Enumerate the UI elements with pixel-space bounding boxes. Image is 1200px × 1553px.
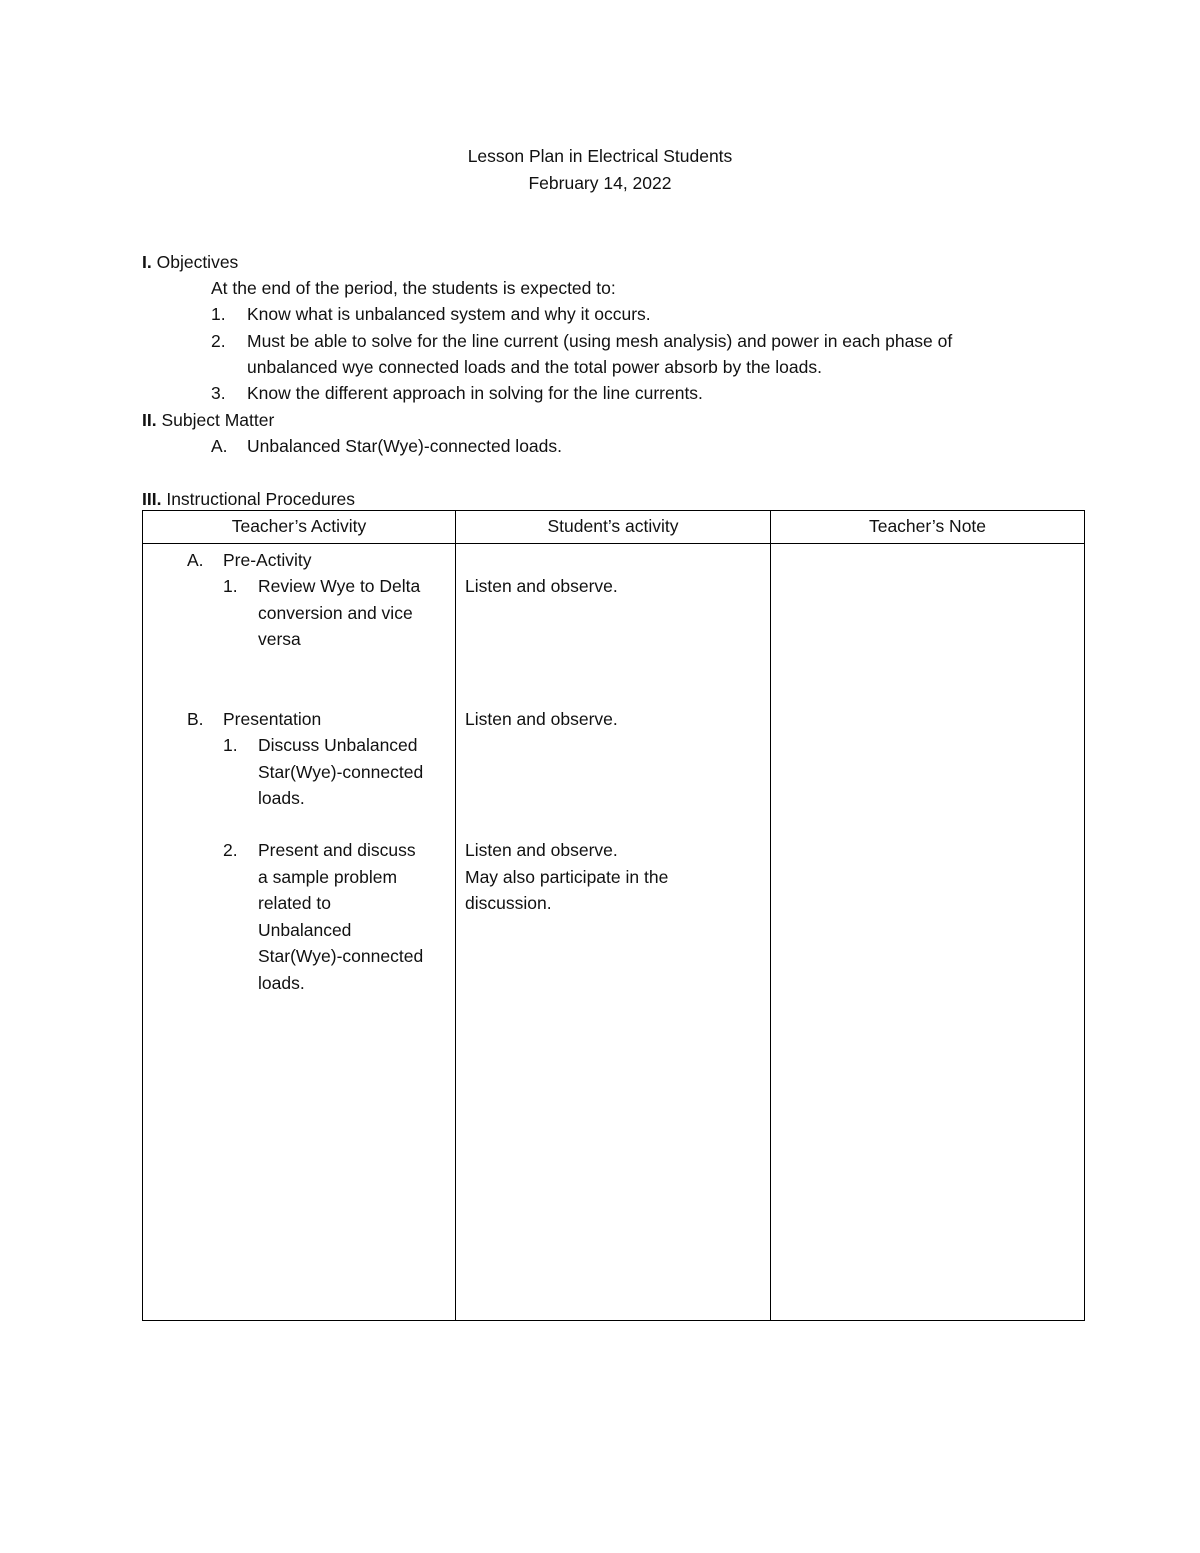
section-label: Pre-Activity: [223, 550, 312, 570]
procedures-numeral: III.: [142, 489, 162, 509]
activity-a1-line: versa: [258, 629, 301, 649]
subject-matter-heading: [142, 407, 274, 434]
objective-text: Know what is unbalanced system and why it occurs.: [247, 304, 651, 324]
activity-a1-text: [258, 573, 420, 653]
activity-b1-number: 1.: [223, 735, 238, 755]
activity-b1-line: Star(Wye)-connected: [258, 761, 424, 782]
procedures-table: [142, 510, 1085, 1321]
activity-a1-line: Review Wye to Delta: [258, 576, 421, 596]
objective-number: 3.: [211, 383, 226, 403]
column-header-teacher-activity: Teacher’s Activity: [143, 511, 456, 544]
activity-b1-line: loads.: [258, 788, 305, 808]
activity-b2-line: loads.: [258, 972, 305, 993]
activity-b2-line: Star(Wye)-connected: [258, 946, 424, 966]
student-activity-cell: [456, 544, 771, 1321]
student-response-3-line: Listen and observe.: [465, 840, 618, 860]
activity-b2-line: a sample problem: [258, 866, 398, 887]
activity-b2-number: 2.: [223, 840, 238, 860]
student-response-3-line: May also participate in the: [465, 866, 669, 887]
section-letter: A.: [187, 550, 204, 570]
objective-number: 1.: [211, 304, 226, 324]
student-response-2: Listen and observe.: [465, 709, 618, 729]
student-response-1: Listen and observe.: [465, 576, 618, 596]
objectives-heading: [142, 249, 238, 276]
column-header-teacher-note: Teacher’s Note: [771, 511, 1085, 544]
objective-text: Know the different approach in solving for the line currents.: [247, 383, 703, 403]
table-header-row: [143, 511, 1085, 544]
activity-a1-number: 1.: [223, 576, 238, 596]
objectives-heading-text: Objectives: [156, 252, 239, 272]
activity-b1-line: Discuss Unbalanced: [258, 735, 418, 755]
activity-b2-line: related to: [258, 893, 331, 913]
activity-b2-text: [258, 837, 423, 996]
section-pre-activity: [187, 547, 311, 574]
section-presentation: [187, 706, 321, 733]
procedures-heading: [142, 486, 355, 513]
subject-matter-letter: A.: [211, 436, 228, 456]
objective-item-3: [211, 380, 703, 407]
document-title: Lesson Plan in Electrical Students: [467, 146, 733, 166]
objective-number: 2.: [211, 331, 226, 351]
objective-item-2: [211, 328, 952, 355]
activity-a1-line: conversion and vice: [258, 602, 413, 623]
teacher-note-cell: [771, 544, 1085, 1321]
section-letter: B.: [187, 709, 204, 729]
subject-matter-text: Unbalanced Star(Wye)-connected loads.: [247, 436, 563, 456]
subject-matter-numeral: II.: [142, 410, 157, 430]
activity-b2-line: Present and discuss: [258, 840, 416, 860]
column-header-student-activity: Student’s activity: [456, 511, 771, 544]
activity-b1-text: [258, 732, 423, 812]
objectives-numeral: I.: [142, 252, 152, 272]
document-date: February 14, 2022: [528, 173, 672, 193]
objective-item-1: [211, 301, 651, 328]
teacher-activity-cell: [143, 544, 456, 1321]
subject-matter-item: [211, 433, 562, 460]
table-body-row: [143, 544, 1085, 1321]
activity-b2-line: Unbalanced: [258, 919, 352, 940]
objective-text-line-2: unbalanced wye connected loads and the total power absorb by the loads.: [247, 357, 822, 377]
objective-text-line-1: Must be able to solve for the line current (using mesh analysis) and power in each phase of: [247, 331, 953, 351]
student-response-3: [465, 837, 668, 917]
subject-matter-heading-text: Subject Matter: [161, 410, 275, 430]
objectives-intro: At the end of the period, the students is expected to:: [211, 278, 616, 298]
section-label: Presentation: [223, 709, 322, 729]
student-response-3-line: discussion.: [465, 893, 552, 913]
procedures-heading-text: Instructional Procedures: [166, 489, 356, 509]
